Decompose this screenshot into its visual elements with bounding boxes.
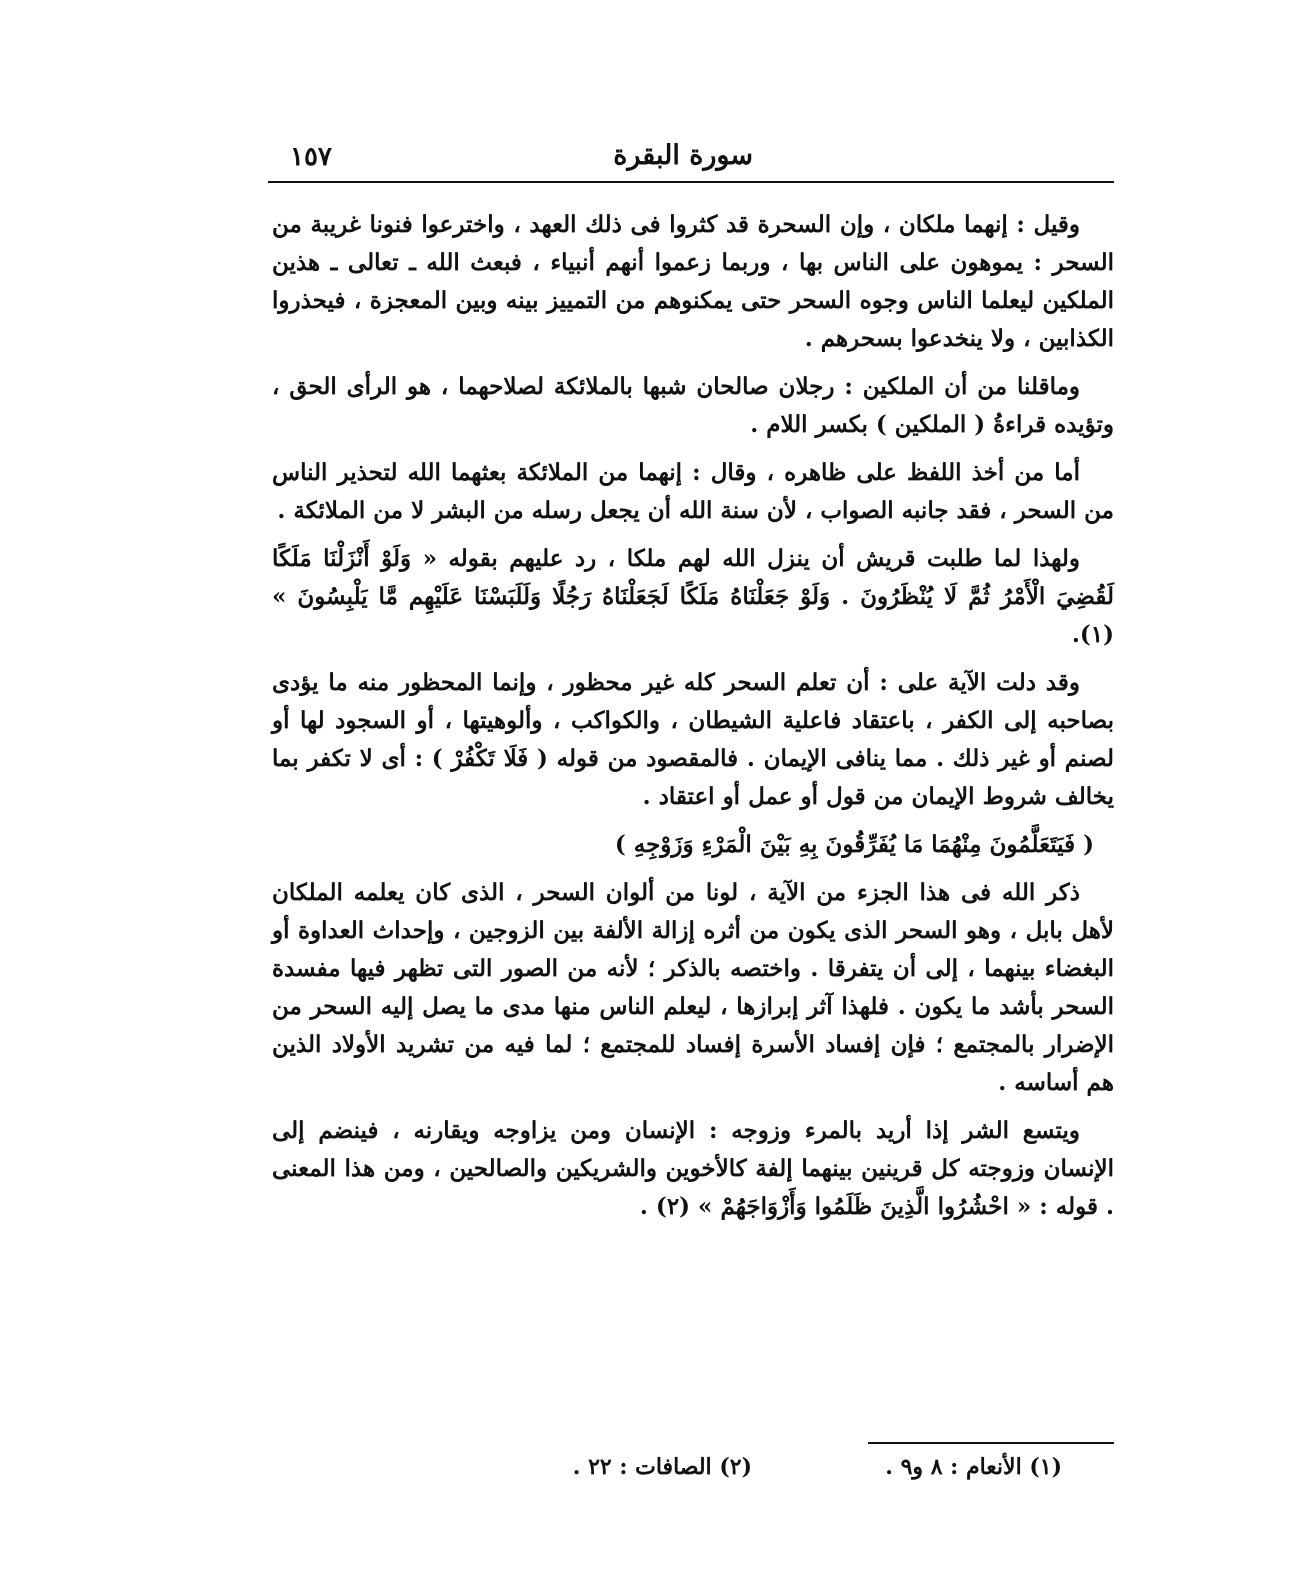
paragraph: وماقلنا من أن الملكين : رجلان صالحان شبها بالملائكة لصلاحهما ، هو الرأى الحق ، وتؤيده قراءةُ ( الملكين ) بكسر اللام . [272,373,1114,438]
footnotes [272,1454,1062,1490]
header-divider [268,181,1114,183]
paragraph: ولهذا لما طلبت قريش أن ينزل الله لهم ملكا ، رد عليهم بقوله « وَلَوْ أَنْزَلْنَا مَلَكًا لَقُضِيَ الْأَمْرُ ثُمَّ لَا يُنْظَرُونَ . وَلَوْ جَعَلْنَاهُ مَلَكًا لَجَعَلْنَاهُ رَجُلًا وَلَلَبَسْنَا عَلَيْهِم مَّا يَلْبِسُونَ » (١). [272,545,1114,648]
quranic-verse: ( فَيَتَعَلَّمُونَ مِنْهُمَا مَا يُفَرِّقُونَ بِهِ بَيْنَ الْمَرْءِ وَزَوْجِهِ ) [614,831,1094,858]
page-header [268,140,1113,182]
footnote-1: (١) الأنعام : ٨ و٩ . [885,1454,1062,1480]
paragraph: ويتسع الشر إذا أريد بالمرء وزوجه : الإنسان ومن يزاوجه ويقارنه ، فينضم إلى الإنسان وزوجته كل قرينين بينهما إلفة كالأخوين والشريكين والصالحين ، ومن هذا المعنى . قوله : « احْشُرُوا الَّذِينَ ظَلَمُوا وَأَزْوَاجَهُمْ » (٢) . [272,1117,1114,1220]
paragraph: ذكر الله فى هذا الجزء من الآية ، لونا من ألوان السحر ، الذى كان يعلمه الملكان لأهل بابل ، وهو السحر الذى يكون من أثره إزالة الألفة بين الزوجين ، وإحداث العداوة أو البغضاء بينهما ، إلى أن يتفرقا . واختصه بالذكر ؛ لأنه من الصور التى تظهر فيها مفسدة السحر بأشد ما يكون . فلهذا آثر إبرازها ، ليعلم الناس منها مدى ما يصل إليه السحر من الإضرار بالمجتمع ؛ فإن إفساد الأسرة إفساد للمجتمع ؛ لما فيه من تشريد الأولاد الذين هم أساسه . [272,879,1114,1096]
surah-title: سورة البقرة [613,140,753,171]
footnote-divider [868,1442,1114,1444]
footnote-2: (٢) الصافات : ٢٢ . [572,1454,752,1480]
paragraph: وقيل : إنهما ملكان ، وإن السحرة قد كثروا فى ذلك العهد ، واخترعوا فنونا غريبة من السحر : يموهون على الناس بها ، وربما زعموا أنهم أنبياء ، فبعث الله ـ تعالى ـ هذين الملكين ليعلما الناس وجوه السحر حتى يمكنوهم من التمييز بينه وبين المعجزة ، فيحذروا الكذابين ، ولا ينخدعوا بسحرهم . [272,211,1114,352]
page-body [272,206,1114,1236]
page-number: ١٥٧ [290,142,332,172]
paragraph: وقد دلت الآية على : أن تعلم السحر كله غير محظور ، وإنما المحظور منه ما يؤدى بصاحبه إلى الكفر ، باعتقاد فاعلية الشيطان ، والكواكب ، وألوهيتها ، أو السجود لها أو لصنم أو غير ذلك . مما ينافى الإيمان . فالمقصود من قوله ( فَلَا تَكْفُرْ ) : أى لا تكفر بما يخالف شروط الإيمان من قول أو عمل أو اعتقاد . [272,669,1114,810]
paragraph: أما من أخذ اللفظ على ظاهره ، وقال : إنهما من الملائكة بعثهما الله لتحذير الناس من السحر ، فقد جانبه الصواب ، لأن سنة الله أن يجعل رسله من البشر لا من الملائكة . [272,459,1114,524]
